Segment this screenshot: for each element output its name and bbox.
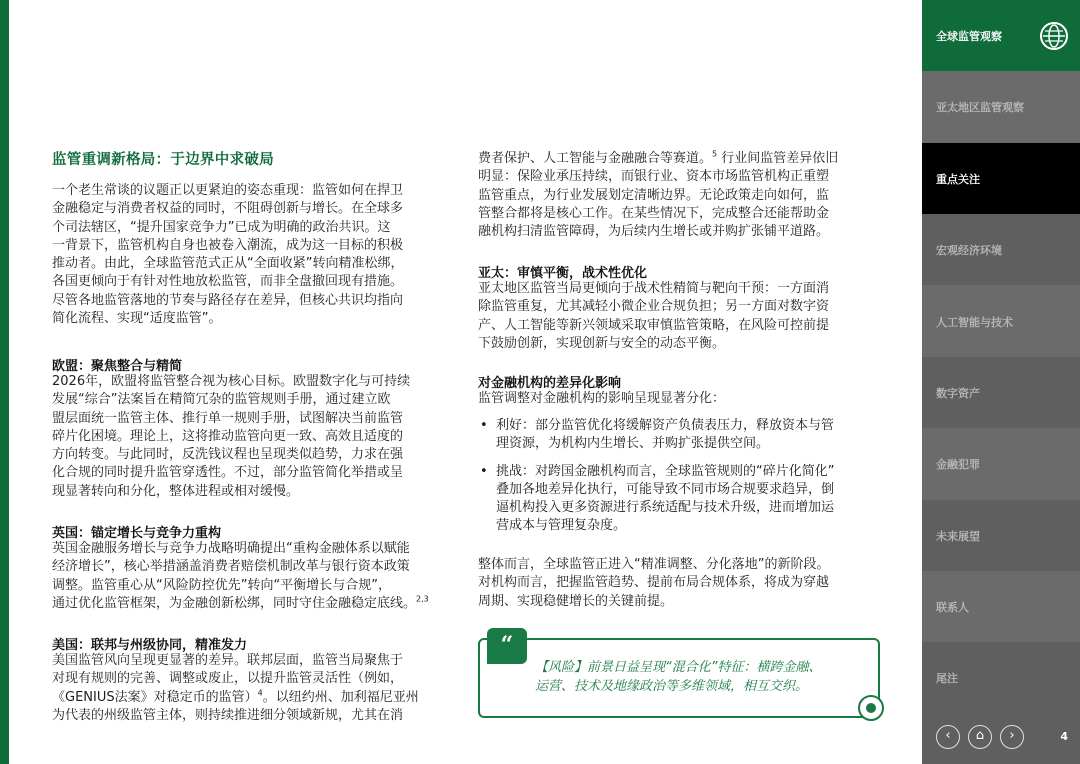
home-icon[interactable]: ⌂	[968, 725, 992, 749]
impact-intro: 监管调整对金融机构的影响呈现显著分化：	[478, 391, 726, 406]
sidebar-nav	[922, 0, 1080, 764]
sidebar-item-contacts[interactable]: 联系人	[936, 600, 969, 614]
uk-heading: 英国：锚定增长与竞争力重构	[52, 526, 222, 541]
us-paragraph: 美国监管风向呈现更显著的差异。联邦层面，监管当局聚焦于 对现有规则的完善、调整或废止，以提升监管灵活性（例如， 《GENIUS法案》对稳定币的监管）$^4$。以纽约州、加利福尼亚州 为代表的州级监管主体，则持续推进细分领域新规，尤其在消	[52, 653, 419, 723]
uk-paragraph: 英国金融服务增长与竞争力战略明确提出“重构金融体系以赋能 经济增长”，核心举措涵盖消费者赔偿机制改革与银行资本政策 调整。监管重心从“风险防控优先”转向“平衡增长与合规”， 通过优化监管框架，为金融创新松绑，同时守住金融稳定底线。$^{2,3}$	[52, 541, 429, 611]
us-continued-paragraph: 费者保护、人工智能与金融融合等赛道。$^5$ 行业间监管差异依旧 明显：保险业承压持续，而银行业、资本市场监管机构正重塑 监管重点，为行业发展划定清晰边界。无论政策走向如何，监 管整合都将是核心工作。在某些情况下，完成整合还能帮助金 融机构扫清监管障碍，为后续内生增长或并购扩张铺平道路。	[478, 149, 839, 240]
apac-heading: 亚太：审慎平衡，战术性优化	[478, 266, 648, 281]
user-icon	[858, 695, 884, 721]
footnote-ref[interactable]: 4	[257, 688, 263, 698]
sidebar-item-macro[interactable]: 宏观经济环境	[922, 214, 1080, 285]
page-navigation	[922, 712, 1080, 764]
sidebar-item-endnotes[interactable]: 尾注	[922, 642, 1080, 713]
page-number: 4	[1060, 730, 1068, 743]
footnote-ref[interactable]: 2,3	[416, 594, 429, 604]
sidebar-item-apac[interactable]: 亚太地区监管观察	[936, 100, 1024, 114]
conclusion-paragraph: 整体而言，全球监管正进入“精准调整、分化落地”的新阶段。 对机构而言，把握监管趋势、提前布局合规体系，将成为穿越 周期、实现稳健增长的关键前提。	[478, 557, 830, 609]
sidebar-item-global-watch[interactable]: 全球监管观察	[922, 0, 1080, 71]
apac-paragraph: 亚太地区监管当局更倾向于战术性精简与靶向干预：一方面消 除监管重复，尤其减轻小微企业合规负担；另一方面对数字资 产、人工智能等新兴领域采取审慎监管策略，在风险可控前提 下鼓励创新，实现创新与安全的动态平衡。	[478, 281, 830, 351]
footnote-ref[interactable]: 5	[712, 149, 718, 159]
impact-heading: 对金融机构的差异化影响	[478, 376, 622, 391]
eu-heading: 欧盟：聚焦整合与精简	[52, 359, 183, 374]
sidebar-item-financial-crime[interactable]: 金融犯罪	[936, 457, 980, 471]
chevron-left-icon[interactable]: ‹	[936, 725, 960, 749]
list-item: • 利好：部分监管优化将缓解资产负债表压力，释放资本与管 理资源，为机构内生增长、并购扩张提供空间。	[478, 417, 886, 454]
globe-icon	[1040, 22, 1068, 50]
quote-icon: “	[487, 628, 527, 664]
intro-paragraph: 一个老生常谈的议题正以更紧迫的姿态重现：监管如何在捍卫 金融稳定与消费者权益的同时，不阻碍创新与增长。在全球多 个司法辖区，“提升国家竞争力”已成为明确的政治共识。这 一背景下，监管机构自身也被卷入潮流，成为这一目标的积极 推动者。由此，全球监管范式正从“全面收紧”转向精准松绑， 各国更倾向于有针对性地放松监管，而非全盘撤回现有措施。 尽管各地监管落地的节奏与路径存在差异，但核心共识均指向 简化流程、实现“适度监管”。	[52, 183, 404, 327]
sidebar-item-ai-tech[interactable]: 人工智能与技术	[936, 315, 1013, 329]
risk-callout-text: 【风险】前景日益呈现“混合化”特征：横跨金融、 运营、技术及地缘政治等多维领域，相互交织。	[535, 660, 822, 694]
us-heading: 美国：联邦与州级协同，精准发力	[52, 638, 248, 653]
list-item: • 挑战：对跨国金融机构而言，全球监管规则的“碎片化简化” 叠加各地差异化执行，可能导致不同市场合规要求趋异，倒 逼机构投入更多资源进行系统适配与技术升级，进而增加运 营成本与管理复杂度。	[478, 463, 886, 536]
sidebar-item-outlook[interactable]: 未来展望	[922, 500, 1080, 571]
impact-bullet-list	[478, 417, 886, 545]
eu-paragraph: 2026年，欧盟将监管整合视为核心目标。欧盟数字化与可持续 发展“综合”法案旨在精简冗杂的监管规则手册，通过建立欧 盟层面统一监管主体、推行单一规则手册，试图解决当前监管 碎片化困境。理论上，这将推动监管向更一致、高效且适度的 方向转变。与此同时，反洗钱议程也呈现类似趋势，力求在强 化合规的同时提升监管穿透性。不过，部分监管简化举措或呈 现显著转向和分化，整体进程或相对缓慢。	[52, 374, 411, 499]
chevron-right-icon[interactable]: ›	[1000, 725, 1024, 749]
sidebar-item-digital-assets[interactable]: 数字资产	[922, 357, 1080, 428]
sidebar-item-focus[interactable]: 重点关注	[922, 143, 1080, 214]
brand-edge-bar	[0, 0, 9, 764]
section-heading: 监管重调新格局：于边界中求破局	[52, 152, 274, 168]
